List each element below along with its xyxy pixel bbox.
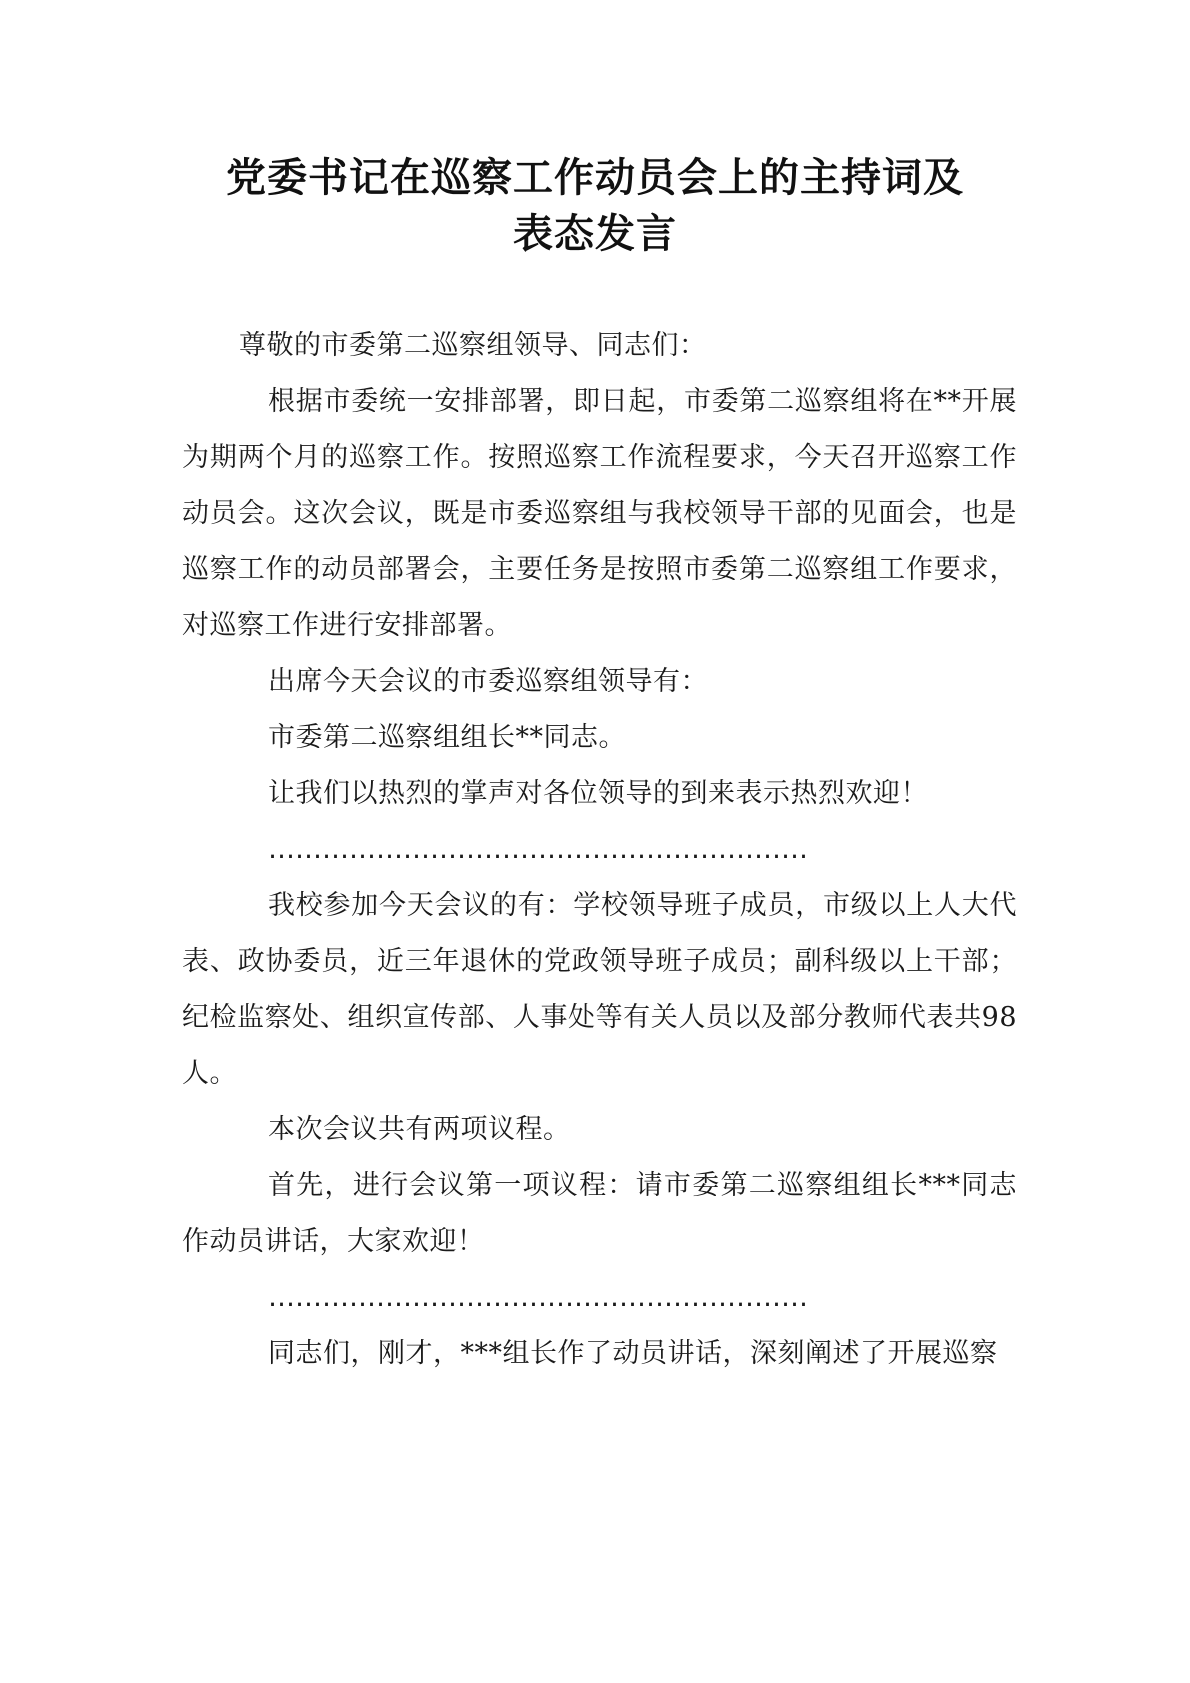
salutation: 尊敬的市委第二巡察组领导、同志们： — [239, 330, 707, 361]
paragraph: 让我们以热烈的掌声对各位领导的到来表示热烈欢迎！ — [268, 778, 928, 809]
paragraph: 我校参加今天会议的有：学校领导班子成员，市级以上人大代表、政协委员，近三年退休的党政领导班子成员；副科级以上干部；纪检监察处、组织宣传部、人事处等有关人员以及部分教师代表共98人。 — [182, 890, 1017, 1089]
paragraph: 同志们，刚才，***组长作了动员讲话，深刻阐述了开展巡察 — [268, 1338, 998, 1369]
paragraph: 市委第二巡察组组长**同志。 — [268, 722, 626, 753]
paragraph: 根据市委统一安排部署，即日起，市委第二巡察组将在**开展为期两个月的巡察工作。按照巡察工作流程要求，今天召开巡察工作动员会。这次会议，既是市委巡察组与我校领导干部的见面会，也是巡察工作的动员部署会，主要任务是按照市委第二巡察组工作要求，对巡察工作进行安排部署。 — [182, 386, 1017, 641]
ellipsis-separator: …………………………………………………… — [268, 1282, 808, 1313]
document-title-line-2: 表态发言 — [513, 211, 677, 257]
paragraph: 本次会议共有两项议程。 — [268, 1114, 571, 1145]
document-title-line-1: 党委书记在巡察工作动员会上的主持词及 — [226, 155, 964, 201]
ellipsis-separator: …………………………………………………… — [268, 834, 808, 865]
document-body — [182, 318, 1017, 1382]
paragraph: 出席今天会议的市委巡察组领导有： — [268, 666, 708, 697]
paragraph: 首先，进行会议第一项议程：请市委第二巡察组组长***同志作动员讲话，大家欢迎！ — [182, 1170, 1017, 1257]
